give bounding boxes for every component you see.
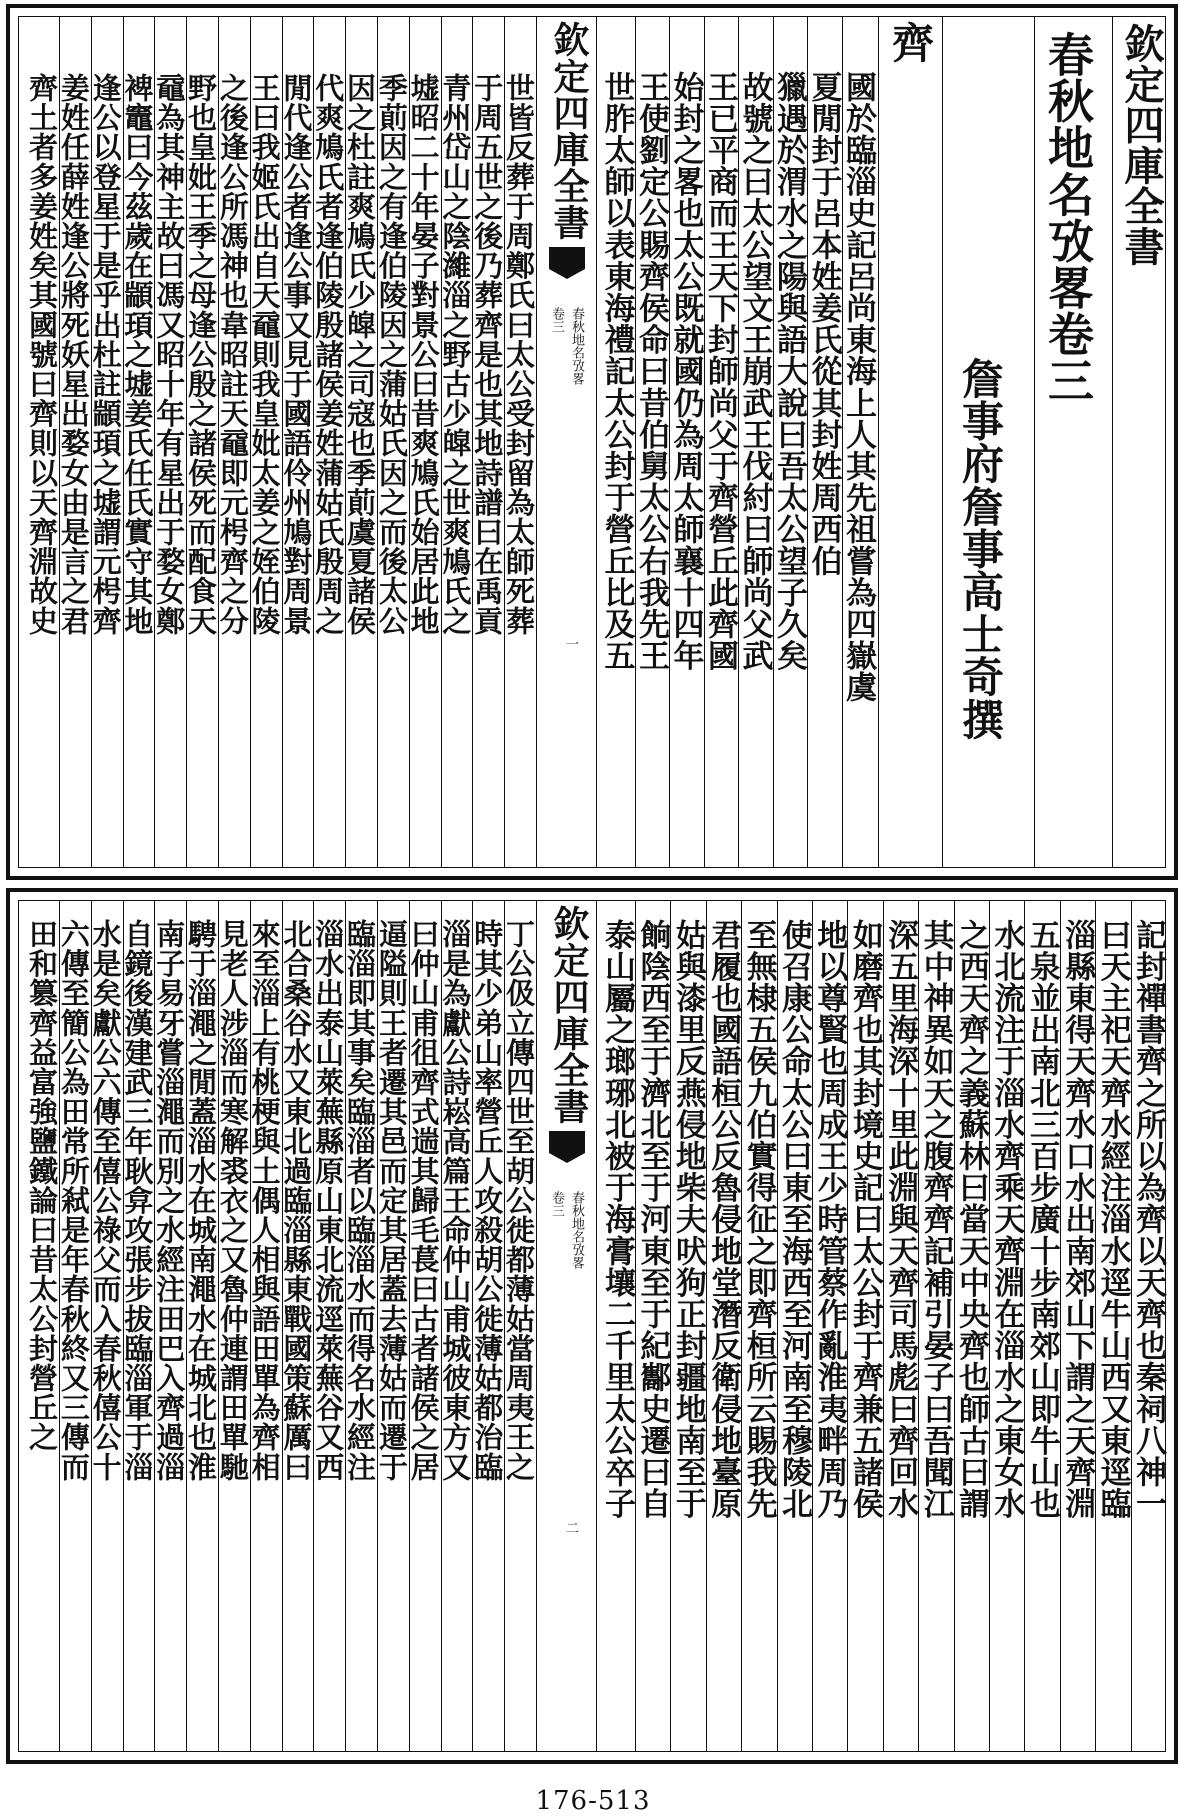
text-column: 王曰我姬氏出自天黿則我皇妣太姜之姪伯陵	[247, 73, 282, 636]
text-column: 泰山屬之瑯琊北被于海膏壤二千里太公卒子	[599, 919, 635, 1520]
text-column: 水是矣獻公六傳至僖公祿父而入春秋僖公十	[88, 919, 123, 1482]
top-page-frame	[18, 16, 1166, 868]
text-column: 餉陰西至于濟北至于河東至于紀酅史遷曰自	[634, 919, 671, 1520]
folio-strip-bottom	[543, 901, 591, 1751]
text-column: 自鏡後漢建武三年耿弇攻張步拔臨淄軍于淄	[120, 919, 155, 1482]
folio-volume-label: 卷三	[549, 307, 564, 333]
folio-volume-label: 卷三	[549, 1191, 564, 1217]
text-column: 南子易牙嘗淄澠而別之水經注田巴入齊過淄	[152, 919, 187, 1482]
text-column: 來至淄上有桃梗與土偶人相與語田單為齊相	[247, 919, 282, 1482]
text-column: 故號之曰太公望文王崩武王伐紂曰師尚父武	[736, 71, 773, 672]
text-column: 六傳至簡公為田常所弒是年春秋終又三傳而	[56, 919, 91, 1482]
fish-tail-ornament	[549, 247, 585, 269]
text-column: 于周五世之後乃葬齊是也其地詩譜曰在禹貢	[470, 73, 505, 636]
text-column: 田和篡齊益富強鹽鐵論曰昔太公封營丘之	[25, 919, 59, 1452]
text-column: 淄縣東得天齊水口水出南郊山下謂之天齊淵	[1059, 919, 1096, 1520]
author-line: 詹事府詹事高士奇撰	[956, 357, 1005, 741]
book-title: 春秋地名攷畧卷三	[1041, 31, 1095, 404]
text-column: 如磨齊也其封境史記曰太公封于齊兼五諸侯	[846, 919, 883, 1520]
text-column: 之西天齊之義蘇林曰當天中央齊也師古曰謂	[953, 919, 989, 1520]
folio-header: 欽定四庫全書	[548, 905, 590, 1125]
text-column: 五泉並出南北三百步廣十步南郊山即牛山也	[1023, 919, 1060, 1520]
text-column: 獵遇於渭水之陽與語大說曰吾太公望子久矣	[771, 71, 807, 672]
text-column: 曰天主祀天齊水經注淄水逕牛山西又東逕臨	[1094, 919, 1131, 1520]
text-column: 時其少弟山率營丘人攻殺胡公徙薄姑都治臨	[470, 919, 505, 1482]
text-column: 北合桑谷水又東北過臨淄縣東戰國策蘇厲曰	[279, 919, 314, 1482]
text-column: 深五里海深十里此淵與天齊司馬彪曰齊回水	[882, 919, 919, 1520]
text-column: 世胙太師以表東海禮記太公封于營丘比及五	[598, 71, 635, 672]
text-column: 君履也國語桓公反魯侵地堂潛反衛侵地臺原	[705, 919, 742, 1520]
folio-book-label: 春秋地名攷畧	[569, 307, 584, 385]
text-column: 墟昭二十年晏子對景公曰昔爽鳩氏始居此地	[406, 73, 441, 636]
text-column: 曰仲山甫徂齊式遄其歸毛萇曰古者諸侯之居	[406, 919, 441, 1482]
text-column: 臨淄即其事矣臨淄者以臨淄水而得名水經注	[343, 919, 377, 1482]
text-column: 齊土者多姜姓矣其國號曰齊則以天齊淵故史	[25, 73, 59, 636]
text-column: 國於臨淄史記呂尚東海上人其先祖嘗為四嶽虞	[840, 71, 876, 703]
text-column: 淄是為獻公詩崧高篇王命仲山甫城彼東方又	[438, 919, 473, 1482]
folio-strip-top	[543, 17, 591, 867]
folio-book-label: 春秋地名攷畧	[569, 1191, 584, 1269]
text-column: 之後逢公所馮神也韋昭註天黿即元枵齊之分	[215, 73, 250, 636]
text-column: 姑與漆里反燕侵地柴夫吠狗正封疆地南至于	[669, 919, 706, 1520]
folio-leaf-number: 一	[563, 637, 578, 650]
text-column: 淄水出泰山萊蕪縣原山東北流逕萊蕪谷又西	[311, 919, 346, 1482]
folio-header: 欽定四庫全書	[548, 21, 590, 241]
bottom-page-frame	[18, 900, 1166, 1752]
text-column: 野也皇妣王季之母逢公殷之諸侯死而配食天	[184, 73, 218, 636]
text-column: 逼隘則王者遷其邑而定其居蓋去薄姑而遷于	[374, 919, 409, 1482]
text-column: 青州岱山之陰濰淄之野古少皡之世爽鳩氏之	[438, 73, 473, 636]
text-column: 水北流注于淄水齊乘天齊淵在淄水之東女水	[988, 919, 1025, 1520]
text-column: 丁公伋立傳四世至胡公徙都薄姑當周夷王之	[502, 919, 536, 1482]
text-column: 世皆反葬于周鄭氏曰太公受封留為太師死葬	[502, 73, 536, 636]
section-heading: 齊	[886, 21, 935, 64]
text-column: 記封禪書齊之所以為齊以天齊也秦祠八神一	[1130, 919, 1166, 1520]
text-column: 其中神異如天之腹齊齊記補引晏子曰吾聞江	[917, 919, 954, 1520]
collection-header: 欽定四庫全書	[1118, 23, 1165, 267]
text-column: 裨竈曰今茲歲在顓頊之墟姜氏任氏實守其地	[120, 73, 155, 636]
text-column: 黿為其神主故曰馮又昭十年有星出于婺女鄭	[152, 73, 187, 636]
text-column: 夏閒封于呂本姓姜氏從其封姓周西伯	[805, 71, 842, 577]
text-column: 地以尊賢也周成王少時管蔡作亂淮夷畔周乃	[811, 919, 848, 1520]
text-column: 逢公以登星于是乎出杜註顓頊之墟謂元枵齊	[88, 73, 123, 636]
text-column: 王已平商而王天下封師尚父于齊營丘此齊國	[702, 71, 738, 672]
text-column: 見老人涉淄而寒解裘衣之又魯仲連謂田單馳	[215, 919, 250, 1482]
text-column: 季萴因之有逢伯陵因之蒲姑氏因之而後太公	[374, 73, 409, 636]
text-column: 至無棣五侯九伯實得征之即齊桓所云賜我先	[740, 919, 777, 1520]
text-column: 姜姓任薛姓逢公將死妖星出婺女由是言之君	[56, 73, 91, 636]
top-page	[6, 4, 1178, 880]
bottom-page	[6, 888, 1178, 1764]
folio-leaf-number: 二	[563, 1521, 578, 1534]
text-column: 王使劉定公賜齊侯命曰昔伯舅太公右我先王	[633, 71, 669, 672]
page-number: 176-513	[535, 1786, 651, 1816]
text-column: 閒代逢公者逢公事又見于國語伶州鳩對周景	[279, 73, 314, 636]
text-column: 使召康公命太公曰東至海西至河南至穆陵北	[776, 919, 812, 1520]
text-column: 始封之畧也太公既就國仍為周太師襄十四年	[667, 71, 704, 672]
text-column: 因之杜註爽鳩氏少皡之司寇也季萴虞夏諸侯	[343, 73, 377, 636]
text-column: 代爽鳩氏者逢伯陵殷諸侯姜姓蒲姑氏殷周之	[311, 73, 346, 636]
text-column: 騁于淄澠之閒蓋淄水在城南澠水在城北也淮	[184, 919, 218, 1482]
fish-tail-ornament	[549, 1131, 585, 1153]
